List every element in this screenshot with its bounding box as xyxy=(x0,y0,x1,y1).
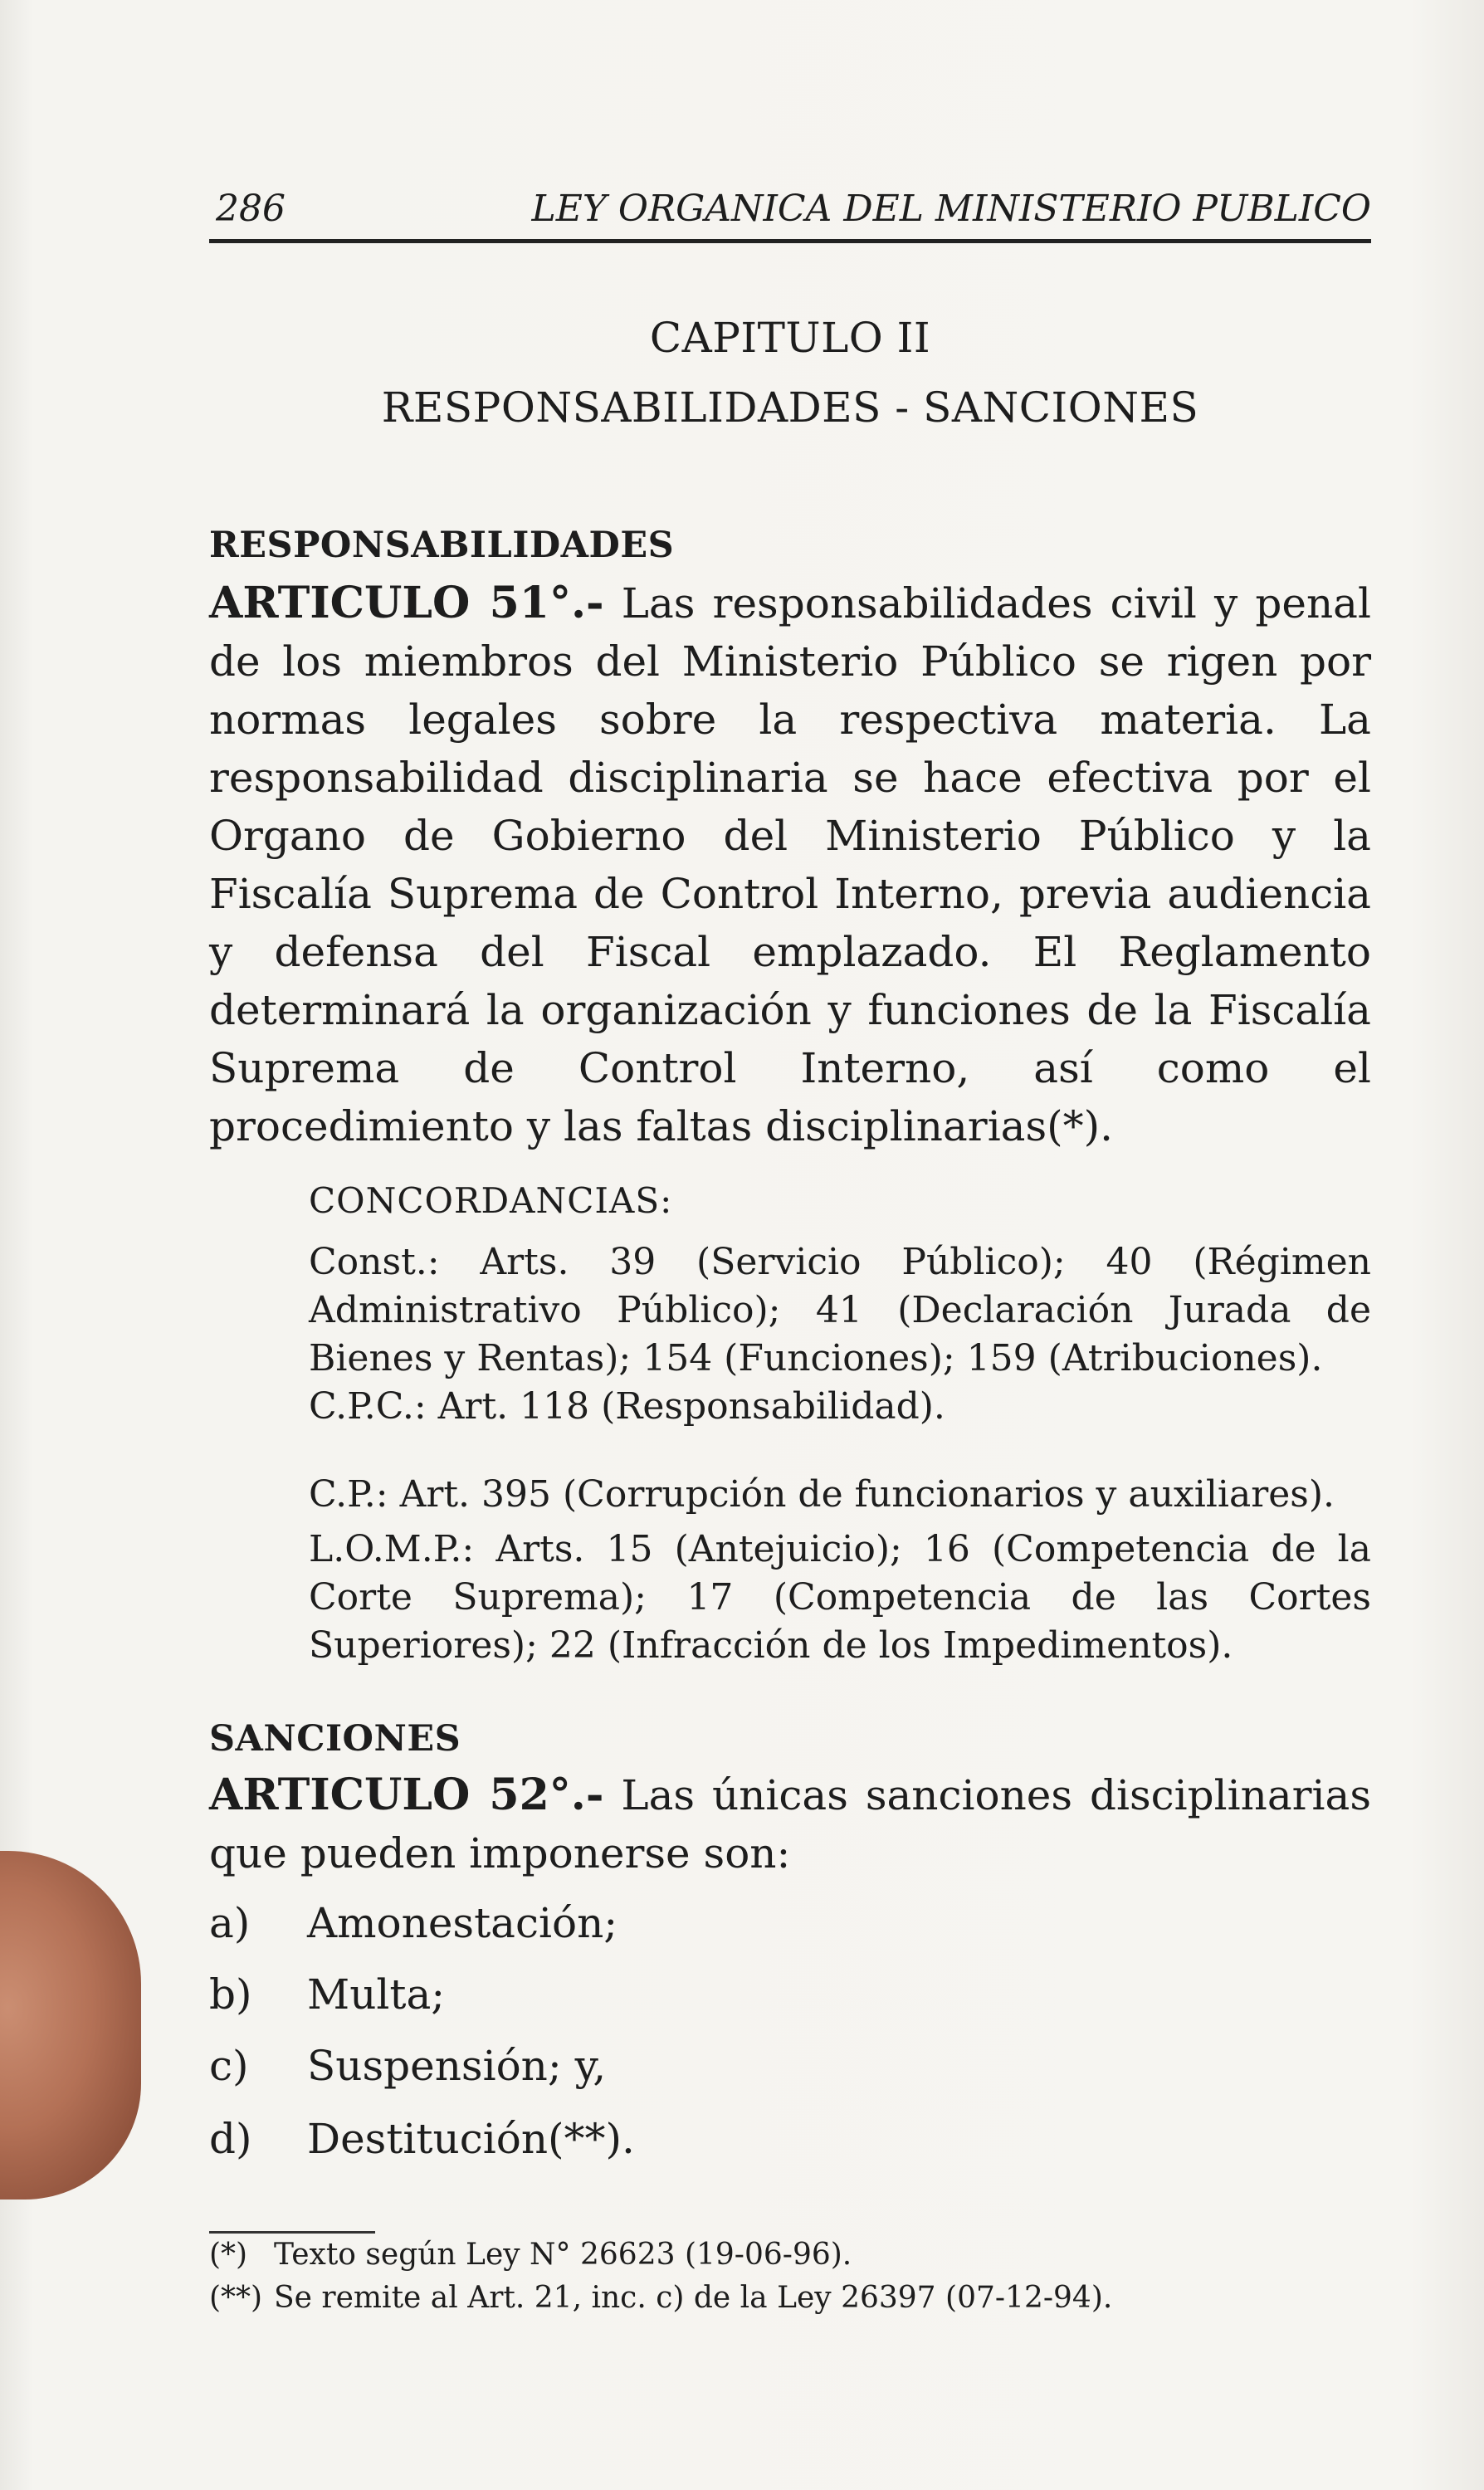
article-51-text: Las responsabilidades civil y penal de los miembros del Ministerio Público se rigen por normas legales sobre la respectiva materia. La responsabilidad disciplinaria se hace efectiva por el Organo de Gobierno del Ministerio Público y la Fiscalía Suprema de Control Interno, previa audiencia y defensa del Fiscal emplazado. El Reglamento determinará la organización y funciones de la Fiscalía Suprema de Control Interno, así como el procedimiento y las faltas disciplinarias(*). xyxy=(209,579,1371,1150)
footnote-text: Se remite al Art. 21, inc. c) de la Ley 26397 (07-12-94). xyxy=(274,2281,1113,2315)
footnote-2 xyxy=(209,2281,1112,2315)
concordancias-title: CONCORDANCIAS: xyxy=(309,1180,673,1221)
book-title: LEY ORGANICA DEL MINISTERIO PUBLICO xyxy=(531,188,1371,230)
list-marker: c) xyxy=(209,2042,249,2090)
footnote-divider xyxy=(209,2231,375,2234)
article-52 xyxy=(209,1766,1371,1882)
list-text: Suspensión; y, xyxy=(307,2042,607,2090)
section-heading-sanciones: SANCIONES xyxy=(209,1718,461,1760)
article-52-text: Las únicas sanciones disciplinarias que pueden imponerse son: xyxy=(209,1771,1371,1877)
page-number: 286 xyxy=(216,188,286,230)
footnote-mark: (*) xyxy=(209,2238,248,2272)
section-heading-responsabilidades: RESPONSABILIDADES xyxy=(209,525,675,566)
list-text: Destitución(**). xyxy=(307,2115,635,2163)
list-marker: b) xyxy=(209,1970,252,2019)
concordancia-cpc: C.P.C.: Art. 118 (Responsabilidad). xyxy=(309,1385,945,1428)
concordancia-cp: C.P.: Art. 395 (Corrupción de funcionarios y auxiliares). xyxy=(309,1473,1335,1516)
article-52-label: ARTICULO 52°.- xyxy=(209,1770,604,1820)
footnote-text: Texto según Ley N° 26623 (19-06-96). xyxy=(274,2238,852,2272)
list-marker: a) xyxy=(209,1899,251,1947)
concordancia-constitucion: Const.: Arts. 39 (Servicio Público); 40 (Régimen Administrativo Público); 41 (Declaración Jurada de Bienes y Rentas); 154 (Funciones); 159 (Atribuciones). xyxy=(309,1241,1371,1379)
thumb-edge xyxy=(0,1851,141,2200)
chapter-number: CAPITULO II xyxy=(649,314,931,362)
article-51 xyxy=(209,574,1371,1155)
concordancia-lomp: L.O.M.P.: Arts. 15 (Antejuicio); 16 (Competencia de la Corte Suprema); 17 (Competencia de las Cortes Superiores); 22 (Infracción de los Impedimentos). xyxy=(309,1528,1371,1667)
list-marker: d) xyxy=(209,2115,252,2163)
article-51-label: ARTICULO 51°.- xyxy=(209,578,604,628)
footnote-mark: (**) xyxy=(209,2281,263,2315)
list-text: Multa; xyxy=(307,1970,446,2019)
chapter-title: RESPONSABILIDADES - SANCIONES xyxy=(381,383,1199,432)
footnote-1 xyxy=(209,2238,852,2272)
list-text: Amonestación; xyxy=(307,1899,618,1947)
running-header xyxy=(209,181,1371,243)
